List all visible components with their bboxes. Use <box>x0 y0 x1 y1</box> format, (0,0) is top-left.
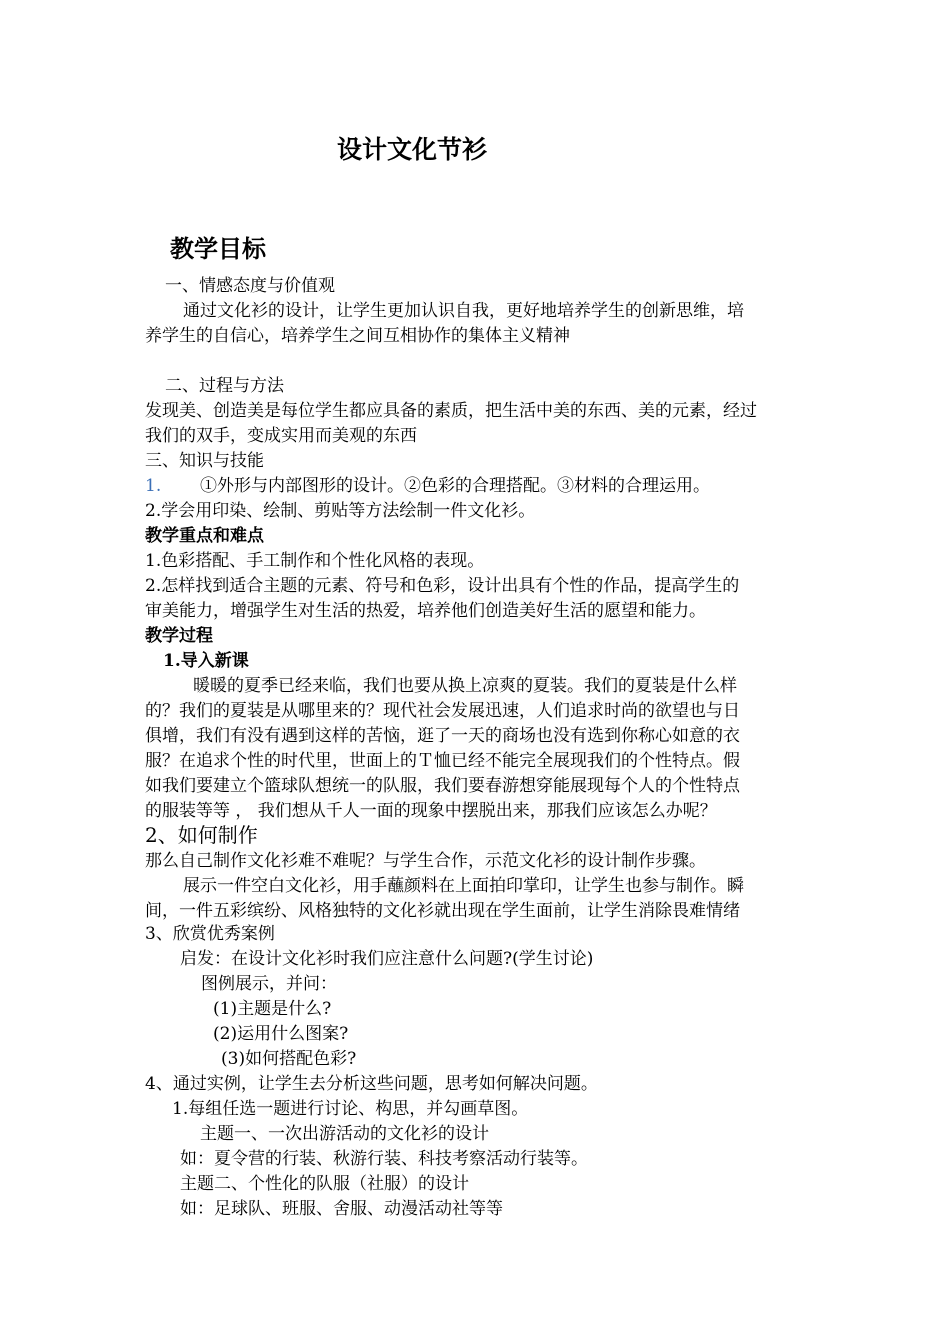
section-heading-skills: 三、知识与技能 <box>145 451 264 471</box>
paragraph-line: 如我们要建立个篮球队想统一的队服，我们要春游想穿能展现每个人的个性特点 <box>145 776 740 796</box>
list-item: 1.色彩搭配、手工制作和个性化风格的表现。 <box>145 551 485 571</box>
paragraph-line: 展示一件空白文化衫，用手蘸颜料在上面拍印掌印，让学生也参与制作。瞬 <box>183 876 744 896</box>
question-item: (3)如何搭配色彩? <box>221 1049 357 1069</box>
theme-example: 如：足球队、班服、舍服、动漫活动社等等 <box>180 1199 503 1219</box>
step-heading-intro: 1.导入新课 <box>163 651 249 671</box>
step-heading-analysis: 4、通过实例，让学生去分析这些问题，思考如何解决问题。 <box>145 1074 598 1094</box>
paragraph-line: 的服装等等 ， 我们想从千人一面的现象中摆脱出来，那我们应该怎么办呢？ <box>145 801 717 821</box>
paragraph-line: 启发：在设计文化衫时我们应注意什么问题?(学生讨论) <box>180 949 594 969</box>
paragraph-line: 那么自己制作文化衫难不难呢？与学生合作，示范文化衫的设计制作步骤。 <box>145 851 706 871</box>
list-item: 2.怎样找到适合主题的元素、符号和色彩，设计出具有个性的作品，提高学生的 <box>145 576 740 596</box>
question-item: (1)主题是什么? <box>213 999 332 1019</box>
step-heading-make: 2、如何制作 <box>145 823 258 847</box>
list-item: 审美能力，增强学生对生活的热爱，培养他们创造美好生活的愿望和能力。 <box>145 601 706 621</box>
section-heading-attitude: 一、情感态度与价值观 <box>165 276 335 296</box>
theme-item: 主题二、个性化的队服（社服）的设计 <box>180 1174 469 1194</box>
list-item: ①外形与内部图形的设计。②色彩的合理搭配。③材料的合理运用。 <box>200 476 710 496</box>
step-heading-examples: 3、欣赏优秀案例 <box>145 924 275 944</box>
section-heading-process: 二、过程与方法 <box>165 376 284 396</box>
list-item: 2.学会用印染、绘制、剪贴等方法绘制一件文化衫。 <box>145 501 536 521</box>
key-points-heading: 教学重点和难点 <box>145 526 264 546</box>
process-heading: 教学过程 <box>145 626 213 646</box>
question-item: (2)运用什么图案? <box>213 1024 349 1044</box>
paragraph-line: 间，一件五彩缤纷、风格独特的文化衫就出现在学生面前，让学生消除畏难情绪 <box>145 901 740 921</box>
objectives-heading: 教学目标 <box>170 234 266 263</box>
paragraph-line: 服？在追求个性的时代里，世面上的Ｔ恤已经不能完全展现我们的个性特点。假 <box>145 751 740 771</box>
paragraph-line: 暖暖的夏季已经来临，我们也要从换上凉爽的夏装。我们的夏装是什么样 <box>193 676 737 696</box>
paragraph-line: 图例展示，并问： <box>201 974 337 994</box>
list-item-number: 1. <box>145 476 162 496</box>
paragraph-line: 养学生的自信心，培养学生之间互相协作的集体主义精神 <box>145 326 570 346</box>
page-title: 设计文化节衫 <box>337 135 488 164</box>
paragraph-line: 的？我们的夏装是从哪里来的？现代社会发展迅速，人们追求时尚的欲望也与日 <box>145 701 740 721</box>
paragraph-line: 通过文化衫的设计，让学生更加认识自我，更好地培养学生的创新思维，培 <box>183 301 744 321</box>
theme-example: 如：夏令营的行装、秋游行装、科技考察活动行装等。 <box>180 1149 588 1169</box>
paragraph-line: 我们的双手，变成实用而美观的东西 <box>145 426 417 446</box>
paragraph-line: 俱增，我们有没有遇到这样的苦恼，逛了一天的商场也没有选到你称心如意的衣 <box>145 726 740 746</box>
list-item: 1.每组任选一题进行讨论、构思，并勾画草图。 <box>172 1099 529 1119</box>
theme-item: 主题一、一次出游活动的文化衫的设计 <box>200 1124 489 1144</box>
paragraph-line: 发现美、创造美是每位学生都应具备的素质，把生活中美的东西、美的元素，经过 <box>145 401 757 421</box>
